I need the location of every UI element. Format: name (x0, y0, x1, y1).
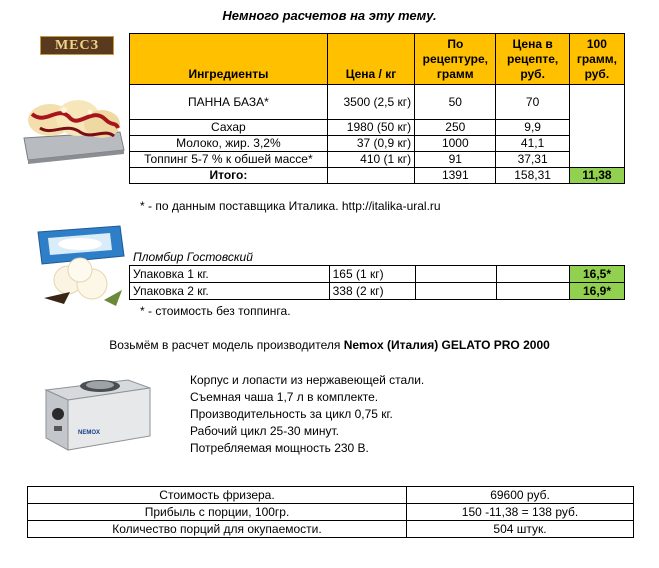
payback-value: 69600 руб. (407, 487, 634, 504)
package-empty-cell (497, 266, 570, 283)
ice-cream-tray-image (20, 92, 126, 164)
ingredient-grams: 250 (415, 120, 496, 136)
header-per-100g: 100 грамм, руб. (569, 34, 624, 85)
ingredient-name: Сахар (130, 120, 328, 136)
total-label: Итого: (130, 168, 328, 184)
total-empty-cell (327, 168, 414, 184)
plombir-package-image (34, 222, 128, 310)
ingredient-cost: 9,9 (496, 120, 569, 136)
ingredient-cost: 70 (496, 85, 569, 120)
package-empty-cell (416, 266, 497, 283)
topping-note: * - стоимость без топпинга. (140, 304, 291, 318)
payback-value: 150 -11,38 = 138 руб. (407, 504, 634, 521)
table-row (28, 504, 634, 521)
spec-item: Потребляемая мощность 230 В. (190, 441, 369, 455)
italika-logo: МЕСЗ (40, 36, 114, 55)
ingredient-price: 1980 (50 кг) (327, 120, 414, 136)
package-per-100g: 16,5* (570, 266, 625, 283)
ingredient-name: ПАННА БАЗА* (130, 85, 328, 120)
total-cost: 158,31 (496, 168, 569, 184)
ingredient-grams: 1000 (415, 136, 496, 152)
ingredient-price: 410 (1 кг) (327, 152, 414, 168)
model-line-prefix: Возьмём в расчет модель производителя (109, 338, 344, 352)
table-row (130, 136, 625, 152)
table-row (130, 283, 625, 300)
table-row (130, 266, 625, 283)
package-name: Упаковка 2 кг. (130, 283, 330, 300)
model-line (0, 338, 659, 352)
page-title: Немного расчетов на эту тему. (222, 8, 437, 23)
ingredients-table (129, 33, 625, 184)
ingredient-name: Топпинг 5-7 % к обшей массе* (130, 152, 328, 168)
spec-item: Производительность за цикл 0,75 кг. (190, 407, 393, 421)
total-grams: 1391 (415, 168, 496, 184)
total-row (130, 168, 625, 184)
ingredient-name: Молоко, жир. 3,2% (130, 136, 328, 152)
header-recipe-cost: Цена в рецепте, руб. (496, 34, 569, 85)
gelato-machine-image (38, 366, 156, 456)
package-per-100g: 16,9* (570, 283, 625, 300)
header-ingredients: Ингредиенты (130, 34, 328, 85)
total-per-100g: 11,38 (569, 168, 624, 184)
header-price-per-kg: Цена / кг (327, 34, 414, 85)
ingredient-cost: 41,1 (496, 136, 569, 152)
ingredient-grams: 91 (415, 152, 496, 168)
table-row (130, 120, 625, 136)
specs-list (190, 372, 424, 457)
plombir-table (129, 265, 625, 300)
plombir-title: Пломбир Гостовский (133, 250, 253, 264)
spec-item: Корпус и лопасти из нержавеющей стали. (190, 373, 425, 387)
table-row (28, 521, 634, 538)
table-row (130, 152, 625, 168)
payback-value: 504 штук. (407, 521, 634, 538)
model-name: Nemox (Италия) GELATO PRO 2000 (343, 338, 550, 352)
machine-brand-label: NEMOX (78, 430, 101, 436)
payback-table (27, 486, 634, 538)
payback-label: Стоимость фризера. (28, 487, 407, 504)
table-row (28, 487, 634, 504)
package-empty-cell (416, 283, 497, 300)
spec-item: Съемная чаша 1,7 л в комплекте. (190, 390, 379, 404)
package-name: Упаковка 1 кг. (130, 266, 330, 283)
payback-label: Прибыль с порции, 100гр. (28, 504, 407, 521)
package-empty-cell (497, 283, 570, 300)
ingredient-grams: 50 (415, 85, 496, 120)
ingredient-price: 37 (0,9 кг) (327, 136, 414, 152)
table-row (130, 85, 625, 120)
spec-item: Рабочий цикл 25-30 минут. (190, 424, 339, 438)
per-100g-empty-cell (569, 85, 624, 168)
ingredient-cost: 37,31 (496, 152, 569, 168)
source-note: * - по данным поставщика Италика. http://italika-ural.ru (140, 199, 441, 213)
package-price: 338 (2 кг) (329, 283, 416, 300)
payback-label: Количество порций для окупаемости. (28, 521, 407, 538)
package-price: 165 (1 кг) (329, 266, 416, 283)
header-grams: По рецептуре, грамм (415, 34, 496, 85)
ingredient-price: 3500 (2,5 кг) (327, 85, 414, 120)
